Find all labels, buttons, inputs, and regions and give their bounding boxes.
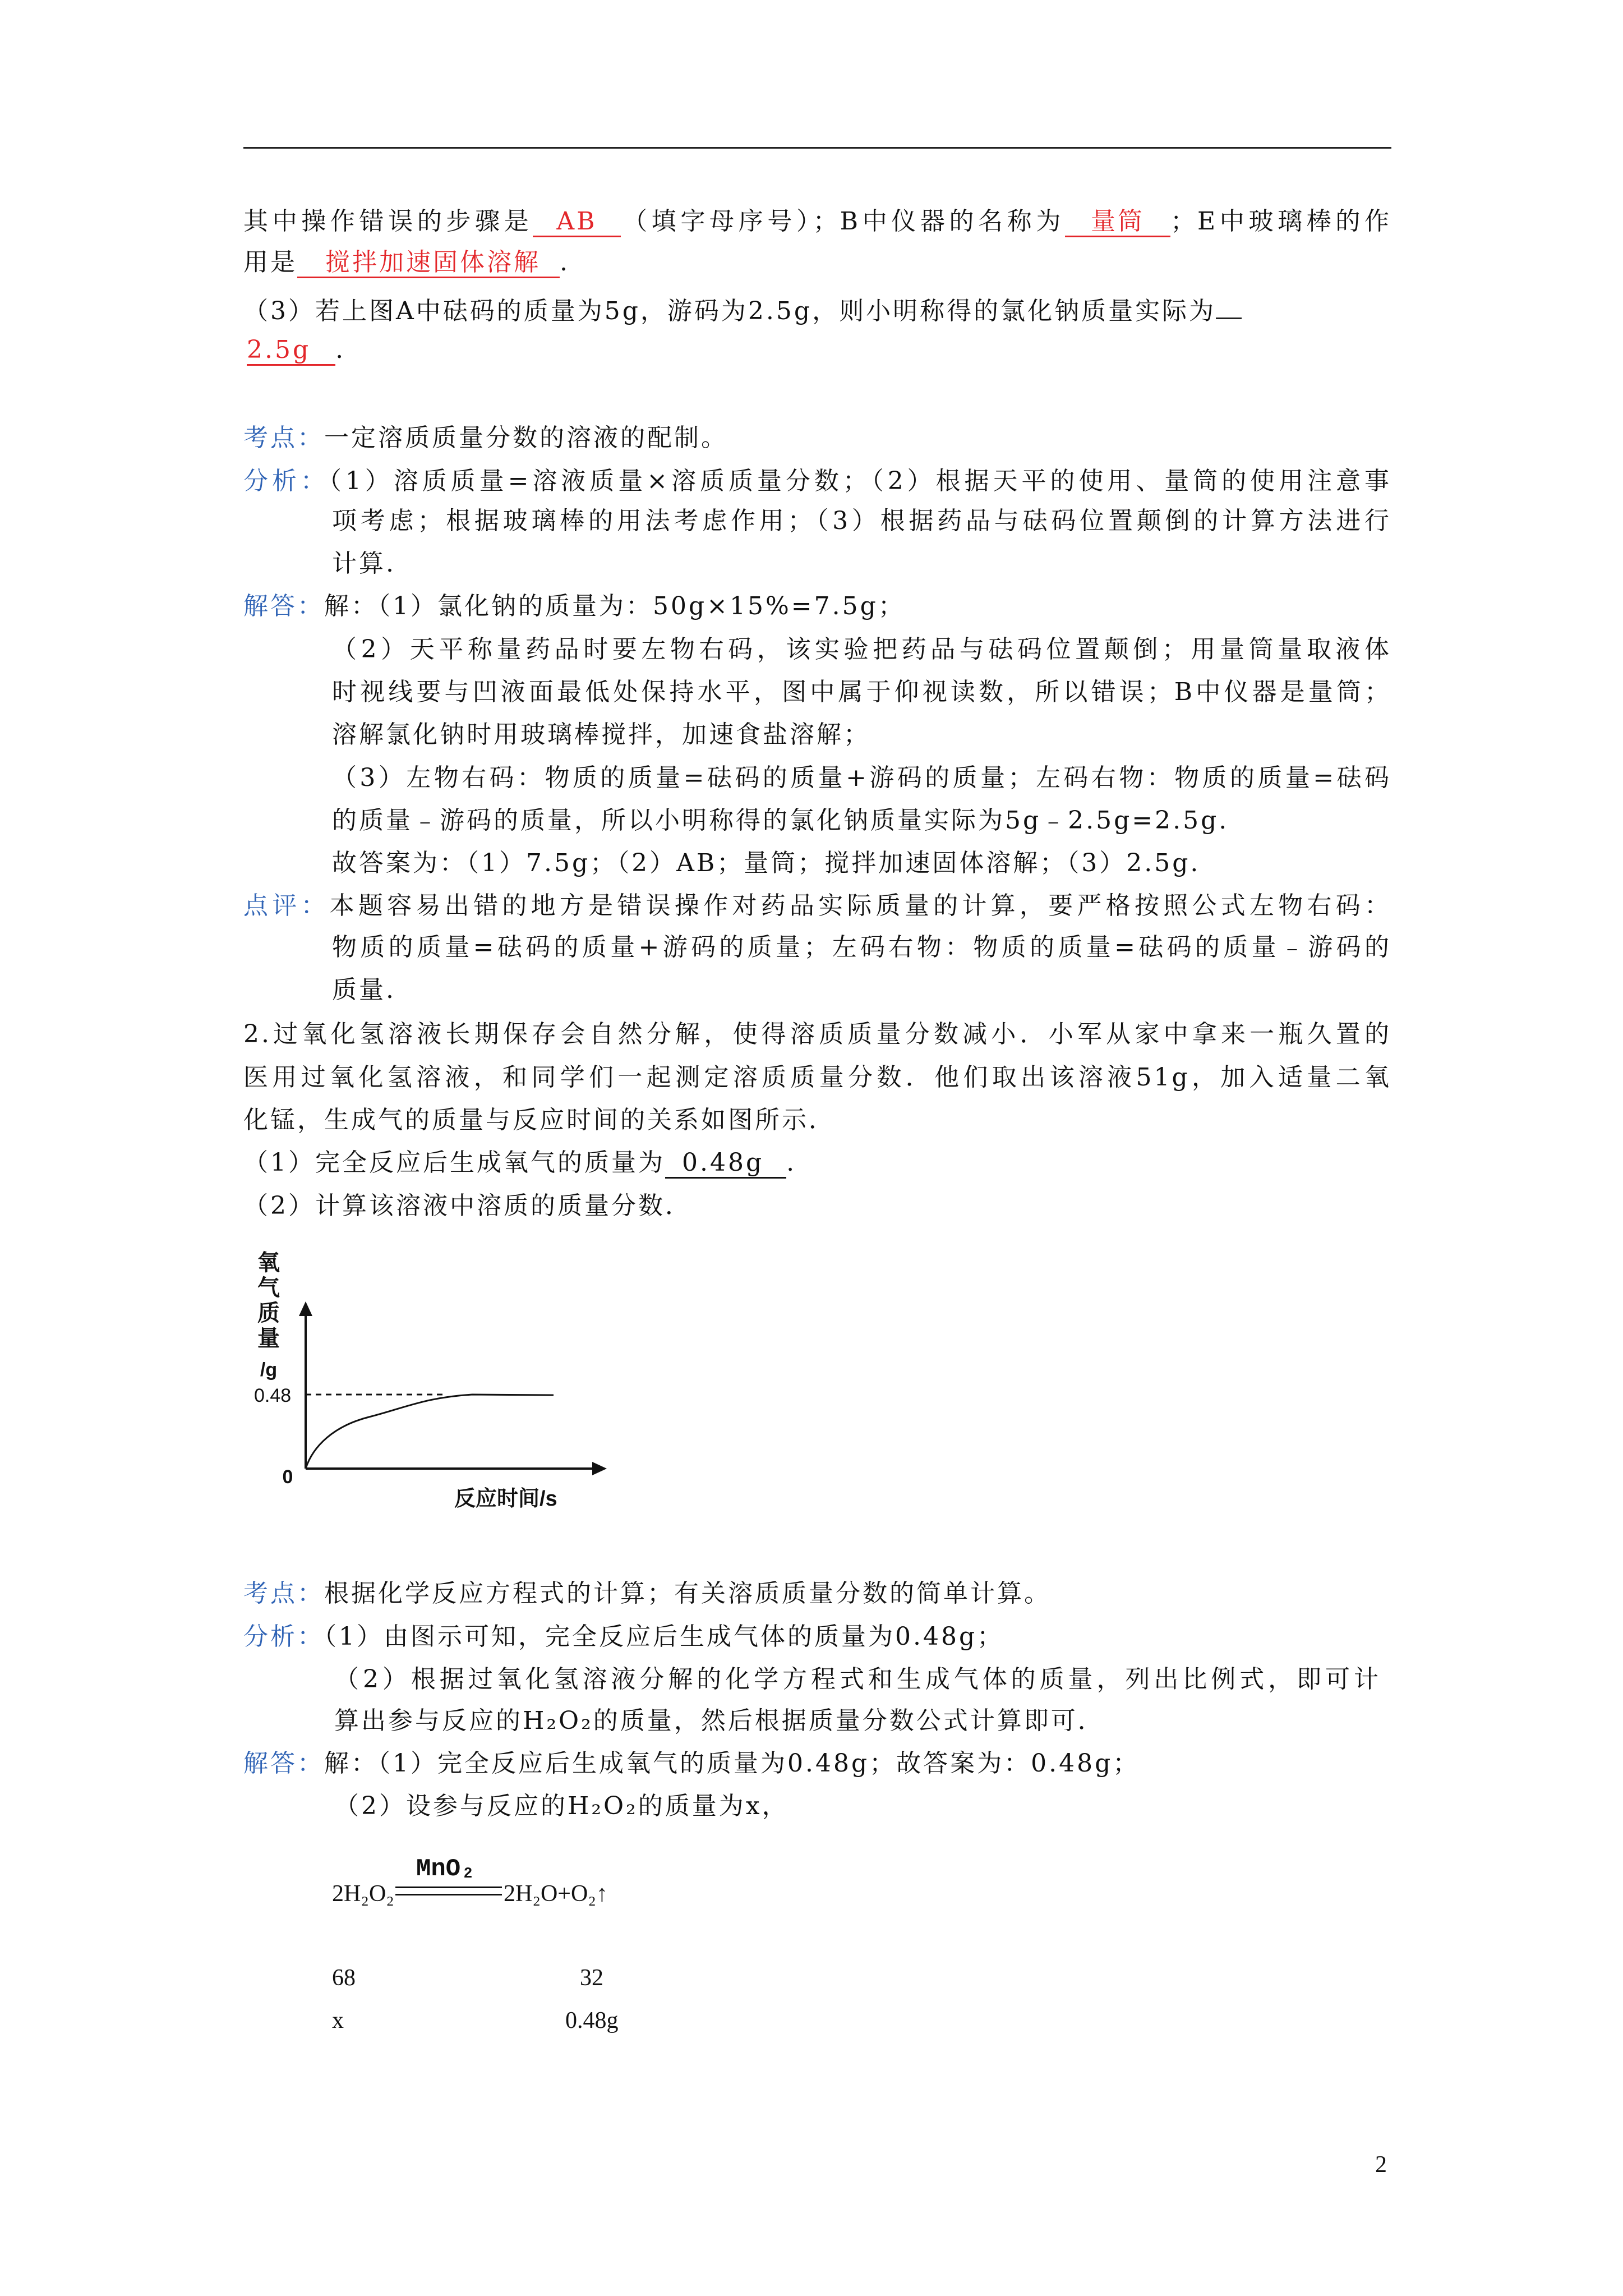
fenxi-label: 分析： [243,467,329,495]
y-axis-label-char: 量 [257,1326,280,1351]
q1-text: 其中操作错误的步骤是 [243,207,533,236]
y-axis-label [257,1250,280,1351]
q1-jieda-line-6: 的质量﹣游码的质量，所以小明称得的氯化钠质量实际为5g﹣2.5g=2.5g. [332,806,1229,835]
q1-line-3 [243,292,1242,325]
q2-part-2: （2）计算该溶液中溶质的质量分数． [243,1191,692,1220]
q1-line-2 [243,246,570,279]
ratio-row-1-left: 68 [332,1965,356,1991]
answer-steps-blank: AB [533,208,620,237]
oxygen-mass-chart [247,1240,651,1531]
q1-text: . [560,248,570,277]
q2-fenxi-line-3: 算出参与反应的H₂O₂的质量，然后根据质量分数公式计算即可． [334,1706,1105,1735]
jieda-text: 解：（1）完全反应后生成氧气的质量为0.48g；故答案为：0.48g； [324,1749,1140,1778]
header-rule [243,147,1391,149]
q2-stem-line-1: 2.过氧化氢溶液长期保存会自然分解，使得溶质质量分数减小．小军从家中拿来一瓶久置的 [243,1020,1391,1048]
q1-kaodian [243,421,728,455]
q2-part-1-text: （1）完全反应后生成氧气的质量为 [243,1148,665,1177]
ratio-row-2-left: x [332,2008,344,2033]
jieda-label: 解答： [243,1749,324,1778]
y-tick-label: 0.48 [254,1385,292,1406]
q1-fenxi-line-3: 计算. [332,549,396,578]
q1-jieda-line-3: 时视线要与凹液面最低处保持水平，图中属于仰视读数，所以错误；B中仪器是量筒； [332,678,1391,706]
q1-dianping-line-2: 物质的质量=砝码的质量+游码的质量；左码右物：物质的质量=砝码的质量﹣游码的 [332,933,1391,961]
q2-fenxi-line-2: （2）根据过氧化氢溶液分解的化学方程式和生成气体的质量，列出比例式，即可计 [334,1665,1381,1694]
fenxi-label: 分析： [243,1622,324,1651]
q1-text: . [335,335,346,364]
answer-mass-blank-start [1216,292,1242,319]
q1-line-1 [243,205,1391,238]
q1-jieda-line-7: 故答案为：（1）7.5g；（2）AB；量筒；搅拌加速固体溶解；（3）2.5g. [332,849,1201,877]
page-number: 2 [1375,2152,1387,2178]
q1-fenxi-line-2: 项考虑；根据玻璃棒的用法考虑作用；（3）根据药品与砝码位置颠倒的计算方法进行 [332,507,1391,535]
q1-jieda-line-4: 溶解氯化钠时用玻璃棒搅拌，加速食盐溶解； [332,720,870,749]
q1-jieda-line-1 [243,590,905,623]
kaodian-label: 考点： [243,1579,324,1608]
q2-fenxi-line-1 [243,1620,1004,1654]
x-axis-arrow [592,1462,607,1475]
q2-stem-line-3: 化锰，生成气的质量与反应时间的关系如图所示． [243,1106,836,1134]
equation-reactant: 2H₂O₂ [332,1881,394,1907]
equation-double-line [395,1887,502,1895]
y-axis-label-char: 质 [257,1301,280,1326]
equation-products: 2H₂O+O₂↑ [504,1881,608,1907]
dianping-text: 本题容易出错的地方是错误操作对药品实际质量的计算，要严格按照公式左物右码： [329,891,1392,920]
reaction-curve [306,1395,554,1469]
fenxi-text: （1）溶质质量=溶液质量×溶质质量分数；（2）根据天平的使用、量筒的使用注意事 [329,467,1391,495]
q1-text: （填字母序号）；B中仪器的名称为 [620,207,1066,236]
q1-text: 用是 [243,248,297,277]
kaodian-label: 考点： [243,424,324,452]
y-axis-unit: /g [260,1359,278,1381]
q1-dianping-line-3: 质量. [332,976,396,1004]
fenxi-text: （1）由图示可知，完全反应后生成气体的质量为0.48g； [324,1622,1004,1651]
y-axis-arrow [299,1301,312,1316]
ratio-row-1-right: 32 [580,1965,603,1991]
q1-fenxi-line-1 [243,464,1391,498]
q2-part-1 [243,1146,796,1180]
q2-part-1-end: . [786,1148,797,1177]
q1-text: ；E中玻璃棒的作 [1170,207,1391,236]
q2-jieda-line-1 [243,1747,1140,1780]
kaodian-text: 一定溶质质量分数的溶液的配制。 [324,424,728,452]
x-axis-label: 反应时间/s [454,1487,557,1511]
dianping-label: 点评： [243,891,330,920]
answer-instrument-blank: 量筒 [1065,208,1170,237]
y-axis-label-char: 氧 [257,1250,280,1275]
answer-oxygen-mass-blank: 0.48g [665,1149,786,1179]
q1-line-4 [247,333,345,367]
kaodian-text: 根据化学反应方程式的计算；有关溶质质量分数的简单计算。 [324,1579,1051,1608]
q1-dianping-line-1 [243,889,1391,923]
ratio-row-2-right: 0.48g [565,2008,619,2033]
q1-jieda-line-2: （2）天平称量药品时要左物右码，该实验把药品与砝码位置颠倒；用量筒量取液体 [332,635,1391,664]
q1-jieda-line-5: （3）左物右码：物质的质量=砝码的质量+游码的质量；左码右物：物质的质量=砝码 [332,763,1391,792]
q1-text: （3）若上图A中砝码的质量为5g，游码为2.5g，则小明称得的氯化钠质量实际为 [243,297,1216,325]
jieda-label: 解答： [243,592,324,620]
answer-mass-blank: 2.5g [247,336,335,366]
equation-catalyst: MnO₂ [416,1855,476,1883]
q2-kaodian [243,1577,1051,1611]
origin-label: 0 [282,1466,293,1488]
y-axis-label-char: 气 [257,1276,280,1300]
q2-jieda-line-2: （2）设参与反应的H₂O₂的质量为x， [334,1792,789,1820]
answer-rod-blank: 搅拌加速固体溶解 [297,249,560,278]
jieda-text: 解：（1）氯化钠的质量为：50g×15%=7.5g； [324,592,905,620]
q2-stem-line-2: 医用过氧化氢溶液，和同学们一起测定溶质质量分数．他们取出该溶液51g，加入适量二氧 [243,1063,1391,1092]
